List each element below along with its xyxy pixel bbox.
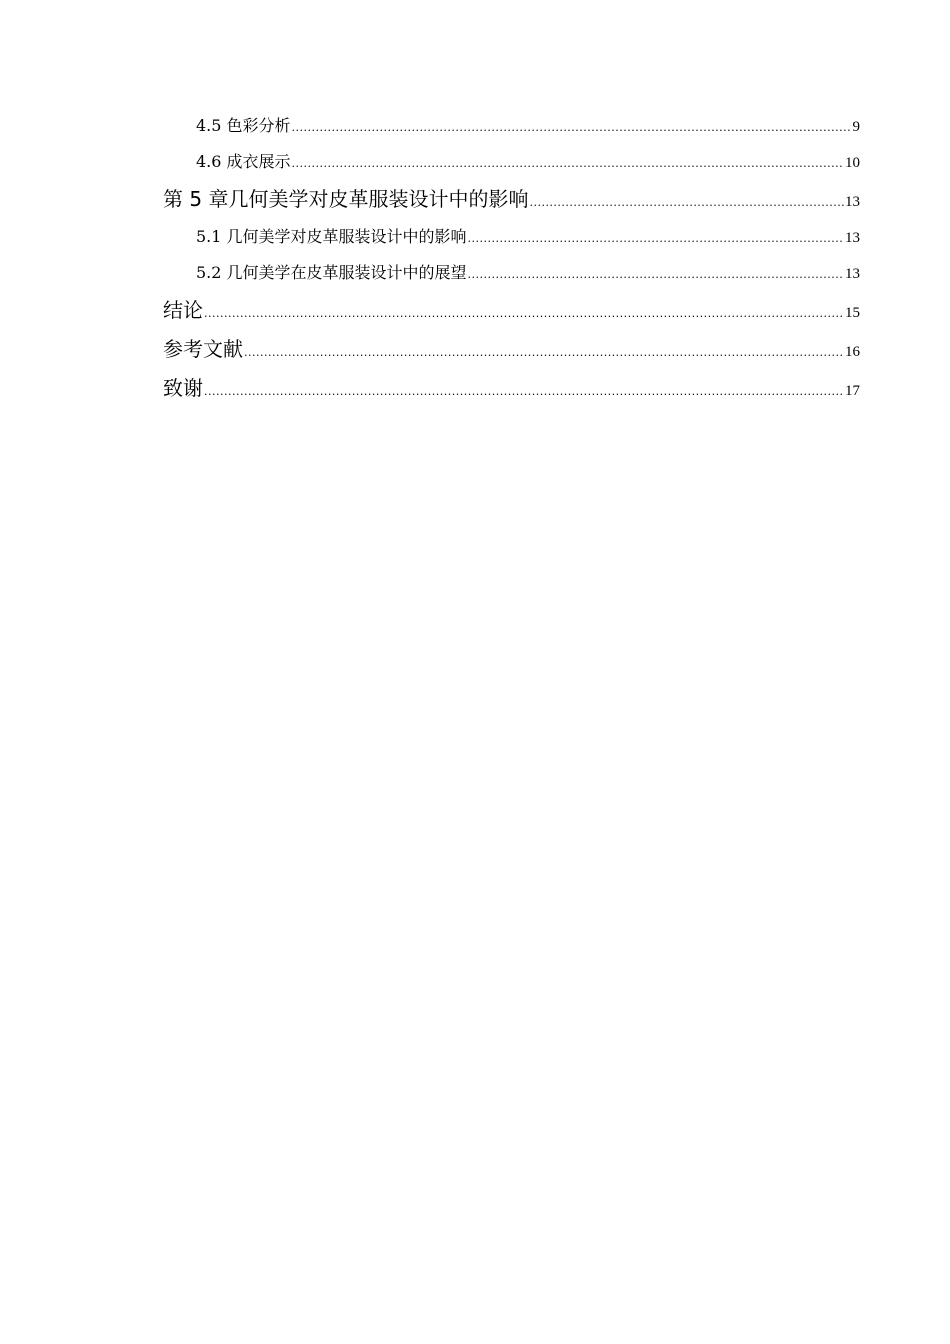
- toc-entry-4-5[interactable]: [163, 108, 860, 144]
- dot-leader: [292, 110, 852, 146]
- table-of-contents: [163, 108, 860, 408]
- toc-entry-title: 4.6 成衣展示: [196, 152, 291, 171]
- dot-leader: [204, 294, 844, 333]
- toc-entry-4-6[interactable]: [163, 144, 860, 180]
- dot-leader: [529, 183, 844, 222]
- toc-entry-title: 第 5 章几何美学对皮革服装设计中的影响: [163, 187, 529, 211]
- dot-leader: [292, 146, 844, 182]
- toc-entry-page-number: 13: [845, 194, 860, 210]
- dot-leader: [468, 221, 844, 257]
- dot-leader: [244, 333, 844, 372]
- toc-entry-page-number: 16: [845, 344, 860, 360]
- dot-leader: [468, 257, 844, 293]
- toc-entry-title: 5.2 几何美学在皮革服装设计中的展望: [196, 263, 467, 282]
- toc-entry-5-1[interactable]: [163, 219, 860, 255]
- toc-entry-title: 致谢: [163, 376, 203, 400]
- dot-leader: [204, 372, 844, 411]
- toc-entry-page-number: 13: [845, 266, 860, 282]
- toc-entry-page-number: 9: [852, 119, 860, 135]
- toc-entry-acknowledgements[interactable]: [163, 369, 860, 408]
- toc-entry-page-number: 15: [845, 305, 860, 321]
- toc-entry-title: 4.5 色彩分析: [196, 116, 291, 135]
- toc-entry-title: 参考文献: [163, 337, 243, 361]
- toc-entry-conclusion[interactable]: [163, 291, 860, 330]
- toc-entry-title: 结论: [163, 298, 203, 322]
- toc-entry-page-number: 10: [845, 155, 860, 171]
- toc-entry-title: 5.1 几何美学对皮革服装设计中的影响: [196, 227, 467, 246]
- toc-entry-page-number: 13: [845, 230, 860, 246]
- toc-entry-chapter-5[interactable]: [163, 180, 860, 219]
- toc-entry-references[interactable]: [163, 330, 860, 369]
- toc-entry-page-number: 17: [845, 383, 860, 399]
- toc-entry-5-2[interactable]: [163, 255, 860, 291]
